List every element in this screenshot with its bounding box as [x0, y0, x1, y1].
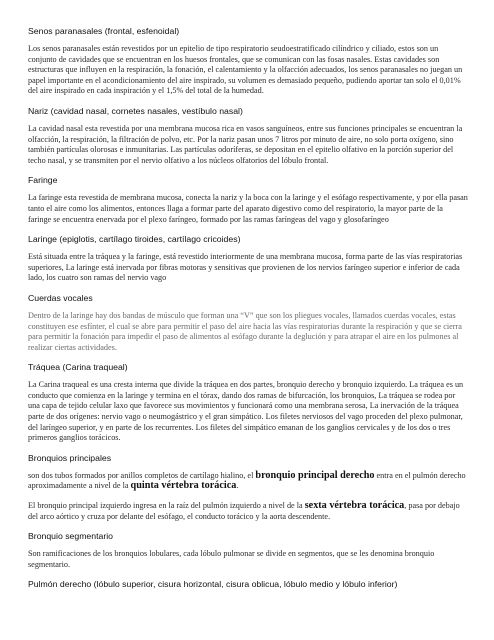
section-text-laringe: Está situada entre la tráquea y la faringe, está revestido interiormente de una membrana mucosa, forma parte de las vías respiratorias superiores, La laringe está inervada por fibras motoras y sensitivas que provienen de los nervios faríngeo superior e inferior de cada lado, los cuatro son ramas del nervio vago [28, 252, 463, 283]
highlight-quinta-vertebra: quinta vértebra torácica [130, 480, 237, 492]
highlight-bronquio-derecho: bronquio principal derecho [255, 469, 375, 481]
text-run: entra en el pulmón derecho aproximadamente a nivel de la [28, 470, 466, 491]
text-run: El bronquio principal izquierdo ingresa en la raíz del pulmón izquierdo a nivel de la [28, 501, 305, 511]
section-heading-pulmon-derecho: Pulmón derecho (lóbulo superior, cisura horizontal, cisura oblicua, lóbulo medio y lóbulo inferior) [28, 579, 398, 590]
section-heading-faringe: Faringe [28, 175, 58, 186]
section-text-bronquio-izquierdo [28, 501, 468, 522]
text-run: . [236, 481, 239, 491]
section-text-nariz: La cavidad nasal esta revestida por una membrana mucosa rica en vasos sanguíneos, entre sus funciones principales se encuentran la olfacción, la respiración, la filtración de polvo, etc. Por la nariz pasan unos 7 litros por minuto de aire, no solo porta oxígeno, sino también partículas olorosas e inmunitarias. Las partículas odoríferas, se depositan en el epitelio olfativo en la porción superior del techo nasal, y se transmiten por el nervio olfativo a los núcleos olfatorios del lóbulo frontal. [28, 123, 463, 165]
section-heading-bronquio-segmentario: Bronquio segmentario [28, 531, 113, 542]
section-heading-bronquios-principales: Bronquios principales [28, 452, 112, 463]
section-heading-nariz: Nariz (cavidad nasal, cornetes nasales, vestíbulo nasal) [28, 105, 243, 116]
section-text-bronquio-derecho [28, 471, 468, 492]
section-text-traquea: La Carina traqueal es una cresta interna que divide la tráquea en dos partes, bronquio derecho y bronquio izquierdo. La tráquea es un conducto que comienza en la laringe y termina en el tórax, dando dos ramas de bifurcación, los bronquios, La tráquea se rodea por una capa de tejido celular laxo que favorece sus movimientos y funcionará como una membrana serosa, La inervación de la tráquea parte de dos orígenes: nervio vago o neumogástrico y el gran simpático. Los filetes nerviosos del vago proceden del plexo pulmonar, del laríngeo superior, y en parte de los recurrentes. Los filetes del simpático emanan de los ganglios cervicales y de los dos o tres primeros ganglios torácicos. [28, 380, 464, 443]
section-text-senos: Los senos paranasales están revestidos por un epitelio de tipo respiratorio seudoestratificado cilíndrico y ciliado, estos son un conjunto de cavidades que se encuentran en los huesos frontales, que se comunican con las fosas nasales. Estas cavidades son estructuras que influyen en la respiración, la fonación, el calentamiento y la olfacción adecuados, los senos paranasales no juegan un papel importante en el acondicionamiento del aire inspirado, su volumen es demasiado pequeño, pudiendo aportar tan solo el 0,01% del aire inspirado en cada inspiración y el 1,5% del total de la humedad. [28, 44, 463, 96]
section-text-faringe: La faringe esta revestida de membrana mucosa, conecta la nariz y la boca con la laringe y el esófago respectivamente, y por ella pasan tanto el aire como los alimentos, entonces llaga a formar parte del aparato digestivo como del respiratorio, la mayor parte de la faringe se encuentra enervada por el plexo faríngeo, formado por las ramas faríngeas del vago y glosofaríngeo [28, 193, 468, 224]
text-run: , pasa por debajo del arco aórtico y cruza por delante del esófago, el conducto torácico y la aorta descendente. [28, 501, 460, 521]
text-run: son dos tubos formados por anillos completos de cartílago hialino, el [28, 470, 256, 480]
section-text-cuerdas-vocales: Dentro de la laringe hay dos bandas de músculo que forman una “V” que son los pliegues vocales, llamados cuerdas vocales, estas constituyen ese esfínter, el cual se abre para permitir el paso del aire hacia las vías respiratorias durante la respiración y que se cierra para permitir la fonación para impedir el paso de alimentos al esófago durante la deglución y para atrapar el aire en los pulmones al realizar ciertas actividades. [28, 310, 462, 352]
section-heading-traquea: Tráquea (Carina traqueal) [28, 362, 128, 373]
highlight-sexta-vertebra: sexta vértebra torácica [304, 500, 405, 512]
section-text-bronquio-segmentario: Son ramificaciones de los bronquios lobulares, cada lóbulo pulmonar se divide en segmentos, que se les denomina bronquio segmentario. [28, 549, 435, 569]
section-heading-laringe: Laringe (epiglotis, cartílago tiroides, cartílago cricoides) [28, 234, 241, 245]
section-heading-senos: Senos paranasales (frontal, esfenoidal) [28, 26, 180, 36]
section-heading-cuerdas-vocales: Cuerdas vocales [28, 292, 93, 303]
